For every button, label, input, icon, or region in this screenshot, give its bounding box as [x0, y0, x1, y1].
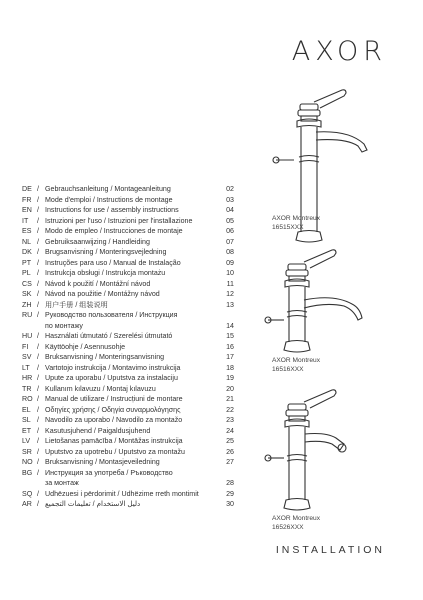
language-row — [22, 436, 234, 447]
separator: / — [37, 458, 39, 466]
installation-title: INSTALLATION — [275, 544, 385, 556]
language-row — [22, 426, 234, 437]
language-title: Návod na použitie / Montážny návod — [45, 290, 160, 298]
language-title: Bruksanvisning / Monteringsanvisning — [45, 353, 165, 361]
language-code: SV — [22, 353, 32, 361]
language-row — [22, 394, 234, 405]
axor-logo: AXOR — [291, 36, 387, 67]
language-title: Uputstvo za upotrebu / Uputstvo za montažu — [45, 447, 185, 456]
page-number: 10 — [226, 269, 234, 277]
language-code: SK — [22, 290, 32, 298]
language-row — [22, 499, 234, 510]
language-code: TR — [22, 384, 32, 393]
language-row — [22, 237, 234, 248]
language-code: NL — [22, 237, 32, 246]
language-code: ET — [22, 426, 32, 435]
page-number: 11 — [226, 279, 234, 288]
language-title: Инструкция за употреба / Ръководство — [45, 468, 173, 477]
separator: / — [37, 395, 39, 403]
language-row — [22, 478, 234, 489]
separator — [37, 478, 45, 489]
language-title: Návod k použití / Montážní návod — [45, 279, 151, 288]
language-code: FI — [22, 342, 29, 351]
language-row — [22, 447, 234, 458]
language-title: Upute za uporabu / Uputstva za instalaciju — [45, 374, 178, 382]
page-number: 03 — [226, 195, 234, 204]
page-number: 02 — [226, 185, 234, 193]
product-code: 16516XXX — [272, 366, 304, 373]
product-name: AXOR Montreux — [272, 357, 321, 364]
language-code: RO — [22, 395, 33, 403]
language-row — [22, 342, 234, 353]
separator: / — [37, 489, 39, 498]
language-row — [22, 331, 234, 342]
language-title: Használati útmutató / Szerelési útmutató — [45, 332, 173, 340]
language-title: Manual de utilizare / Instrucțiuni de montare — [45, 395, 183, 403]
page-number: 18 — [226, 363, 234, 372]
separator: / — [37, 416, 39, 424]
page-number: 29 — [226, 489, 234, 498]
separator: / — [37, 216, 39, 225]
language-code: AR — [22, 500, 32, 508]
language-row — [22, 405, 234, 416]
language-row — [22, 489, 234, 500]
page-number — [216, 310, 234, 321]
language-row — [22, 258, 234, 269]
language-row — [22, 321, 234, 332]
language-code: PL — [22, 269, 31, 277]
page-number: 30 — [226, 500, 234, 508]
language-row — [22, 289, 234, 300]
separator: / — [37, 248, 39, 256]
language-title: Brugsanvisning / Monteringsvejledning — [45, 248, 167, 256]
language-row — [22, 310, 234, 321]
separator: / — [37, 311, 39, 319]
page-number: 07 — [226, 237, 234, 246]
language-code: FR — [22, 195, 32, 204]
language-row — [22, 415, 234, 426]
language-code: HR — [22, 374, 33, 382]
page-number: 23 — [226, 416, 234, 424]
language-title: Kullanım kılavuzu / Montaj kılavuzu — [45, 384, 156, 393]
separator: / — [37, 374, 39, 382]
separator: / — [37, 437, 39, 445]
language-code: DE — [22, 185, 32, 193]
separator: / — [37, 300, 39, 309]
language-title: Istruzioni per l'uso / Istruzioni per l'installazione — [45, 216, 193, 225]
separator — [37, 321, 45, 332]
language-title: دليل الاستخدام / تعليمات التجميع — [45, 500, 141, 508]
separator: / — [37, 279, 39, 288]
product-code: 16526XXX — [272, 524, 304, 531]
language-title: Instruções para uso / Manual de Instalação — [45, 258, 181, 267]
language-code: NO — [22, 458, 33, 466]
language-title: Bruksanvisning / Montasjeveiledning — [45, 458, 160, 466]
page-number: 22 — [226, 405, 234, 414]
separator: / — [37, 447, 39, 456]
separator: / — [37, 426, 39, 435]
language-title: Modo de empleo / Instrucciones de montaje — [45, 227, 183, 235]
page-number: 16 — [226, 342, 234, 351]
language-row — [22, 300, 234, 311]
page-number: 06 — [226, 227, 234, 235]
separator: / — [37, 258, 39, 267]
language-code: ES — [22, 227, 32, 235]
language-title: Lietošanas pamācība / Montāžas instrukcija — [45, 437, 183, 445]
product-caption-2 — [272, 356, 320, 374]
page-number: 05 — [226, 216, 234, 225]
page-number: 24 — [226, 426, 234, 435]
language-title: Mode d'emploi / Instructions de montage — [45, 195, 173, 204]
separator: / — [37, 405, 39, 414]
language-code: BG — [22, 468, 33, 477]
language-code: ZH — [22, 300, 32, 309]
language-code: PT — [22, 258, 32, 267]
product-name: AXOR Montreux — [272, 515, 321, 522]
language-row — [22, 247, 234, 258]
language-code: RU — [22, 311, 33, 319]
language-code: CS — [22, 279, 32, 288]
language-index — [22, 184, 234, 510]
page-number: 21 — [226, 395, 234, 403]
separator: / — [37, 468, 39, 477]
page-number: 13 — [226, 300, 234, 309]
language-row — [22, 363, 234, 374]
language-title: Kasutusjuhend / Paigaldusjuhend — [45, 426, 151, 435]
page-number: 20 — [226, 384, 234, 393]
language-title: Руководство пользователя / Инструкция — [45, 311, 178, 319]
page-number: 04 — [226, 206, 234, 214]
separator: / — [37, 363, 39, 372]
page-number: 12 — [226, 290, 234, 298]
language-title: за монтаж — [45, 479, 79, 487]
language-title: Vartotojo instrukcija / Montavimo instrukcija — [45, 363, 181, 372]
language-row — [22, 373, 234, 384]
separator: / — [37, 290, 39, 298]
page-number: 19 — [226, 374, 234, 382]
language-title: Käyttöohje / Asennusohje — [45, 342, 126, 351]
language-title: Οδηγίες χρήσης / Οδηγία συναρμολόγησης — [45, 405, 181, 414]
separator: / — [37, 342, 39, 351]
language-code: SL — [22, 416, 31, 424]
language-row — [22, 216, 234, 227]
product-name: AXOR Montreux — [272, 215, 321, 222]
language-row — [22, 384, 234, 395]
separator: / — [37, 332, 39, 340]
product-code: 16515XXX — [272, 224, 304, 231]
page-number — [216, 468, 234, 479]
separator: / — [37, 384, 39, 393]
page-number: 14 — [226, 321, 234, 330]
language-row — [22, 268, 234, 279]
separator: / — [37, 206, 39, 214]
page-number: 15 — [226, 332, 234, 340]
language-code: EL — [22, 405, 31, 414]
language-title: Navodilo za uporabo / Navodilo za montažo — [45, 416, 183, 424]
language-title: Gebrauchsanleitung / Montageanleitung — [45, 185, 171, 193]
separator: / — [37, 227, 39, 235]
language-code: EN — [22, 206, 32, 214]
language-code: LT — [22, 363, 30, 372]
language-code: LV — [22, 437, 31, 445]
language-row — [22, 279, 234, 290]
page-number: 28 — [226, 479, 234, 487]
language-row — [22, 195, 234, 206]
page-number: 26 — [226, 447, 234, 456]
product-caption-3 — [272, 514, 320, 532]
language-row — [22, 184, 234, 195]
separator: / — [37, 353, 39, 361]
page-number: 27 — [226, 458, 234, 466]
language-code — [22, 478, 37, 489]
language-title: Udhëzuesi i përdorimit / Udhëzime rreth montimit — [45, 489, 199, 498]
language-title: 用户手册 / 组装说明 — [45, 300, 108, 309]
separator: / — [37, 195, 39, 204]
separator: / — [37, 237, 39, 246]
page-number: 09 — [226, 258, 234, 267]
product-caption-1 — [272, 214, 320, 232]
separator: / — [37, 185, 39, 193]
language-title: Gebruiksaanwijzing / Handleiding — [45, 237, 150, 246]
language-title: Instructions for use / assembly instructions — [45, 206, 179, 214]
language-row — [22, 468, 234, 479]
language-row — [22, 352, 234, 363]
language-row — [22, 205, 234, 216]
language-title: по монтажу — [45, 321, 83, 330]
language-row — [22, 226, 234, 237]
language-code: SQ — [22, 489, 33, 498]
language-row — [22, 457, 234, 468]
language-code: HU — [22, 332, 33, 340]
page-number: 08 — [226, 248, 234, 256]
page-number: 25 — [226, 437, 234, 445]
separator: / — [37, 500, 39, 508]
language-title: Instrukcja obsługi / Instrukcja montażu — [45, 269, 166, 277]
language-code: SR — [22, 447, 32, 456]
language-code: DK — [22, 248, 32, 256]
language-code — [22, 321, 37, 332]
separator: / — [37, 269, 39, 277]
page-number: 17 — [226, 353, 234, 361]
language-code: IT — [22, 216, 29, 225]
